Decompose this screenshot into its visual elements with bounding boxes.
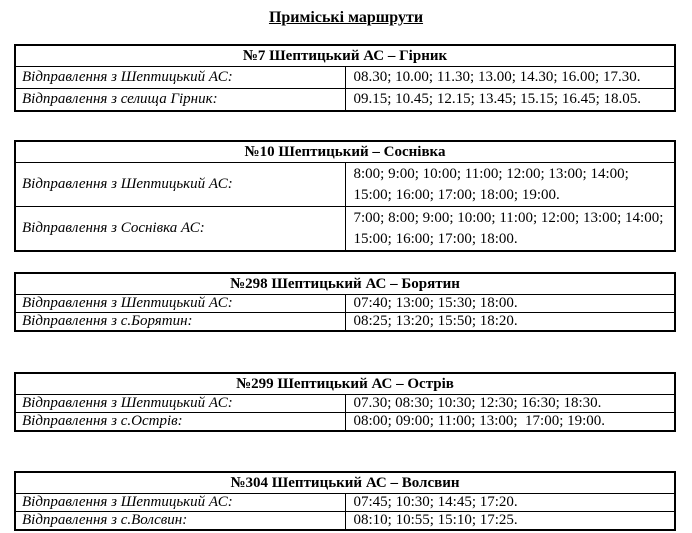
- route-title: №299 Шептицький АС – Острів: [15, 373, 675, 395]
- schedule-row: [15, 163, 675, 207]
- departure-times: 09.15; 10.45; 12.15; 13.45; 15.15; 16.45; 18.05.: [345, 89, 675, 112]
- schedule-row: [15, 494, 675, 512]
- route-table-304: [14, 471, 676, 531]
- schedule-row: [15, 67, 675, 89]
- departure-label: Відправлення з Шептицький АС:: [15, 395, 345, 413]
- departure-times: 7:00; 8:00; 9:00; 10:00; 11:00; 12:00; 13:00; 14:00; 15:00; 16:00; 17:00; 18:00.: [345, 207, 675, 252]
- departure-times: 08:25; 13:20; 15:50; 18:20.: [345, 313, 675, 332]
- departure-label: Відправлення з с.Волсвин:: [15, 512, 345, 531]
- schedule-row: [15, 313, 675, 332]
- departure-times: 07:45; 10:30; 14:45; 17:20.: [345, 494, 675, 512]
- schedule-row: [15, 413, 675, 432]
- departure-label: Відправлення з Соснівка АС:: [15, 207, 345, 252]
- departure-label: Відправлення з Шептицький АС:: [15, 163, 345, 207]
- departure-label: Відправлення з Шептицький АС:: [15, 494, 345, 512]
- schedule-row: [15, 207, 675, 252]
- schedule-row: [15, 89, 675, 112]
- route-header-row: [15, 273, 675, 295]
- departure-label: Відправлення з Шептицький АС:: [15, 67, 345, 89]
- route-title: №10 Шептицький – Соснівка: [15, 141, 675, 163]
- route-table-298: [14, 272, 676, 332]
- schedule-row: [15, 395, 675, 413]
- route-title: №7 Шептицький АС – Гірник: [15, 45, 675, 67]
- departure-times: 07.30; 08:30; 10:30; 12:30; 16:30; 18:30.: [345, 395, 675, 413]
- route-header-row: [15, 373, 675, 395]
- route-table-10: [14, 140, 676, 252]
- departure-times: 08:00; 09:00; 11:00; 13:00; 17:00; 19:00.: [345, 413, 675, 432]
- page-title: Приміські маршрути: [268, 9, 424, 26]
- departure-times: 8:00; 9:00; 10:00; 11:00; 12:00; 13:00; 14:00; 15:00; 16:00; 17:00; 18:00; 19:00.: [345, 163, 675, 207]
- route-table-7: [14, 44, 676, 112]
- route-table-299: [14, 372, 676, 432]
- route-header-row: [15, 472, 675, 494]
- departure-label: Відправлення з с.Острів:: [15, 413, 345, 432]
- departure-label: Відправлення з Шептицький АС:: [15, 295, 345, 313]
- departure-times: 08.30; 10.00; 11.30; 13.00; 14.30; 16.00; 17.30.: [345, 67, 675, 89]
- route-title: №304 Шептицький АС – Волсвин: [15, 472, 675, 494]
- schedule-row: [15, 295, 675, 313]
- departure-times: 07:40; 13:00; 15:30; 18:00.: [345, 295, 675, 313]
- departure-times: 08:10; 10:55; 15:10; 17:25.: [345, 512, 675, 531]
- departure-label: Відправлення з селища Гірник:: [15, 89, 345, 112]
- route-title: №298 Шептицький АС – Борятин: [15, 273, 675, 295]
- departure-label: Відправлення з с.Борятин:: [15, 313, 345, 332]
- route-header-row: [15, 141, 675, 163]
- route-header-row: [15, 45, 675, 67]
- schedule-row: [15, 512, 675, 531]
